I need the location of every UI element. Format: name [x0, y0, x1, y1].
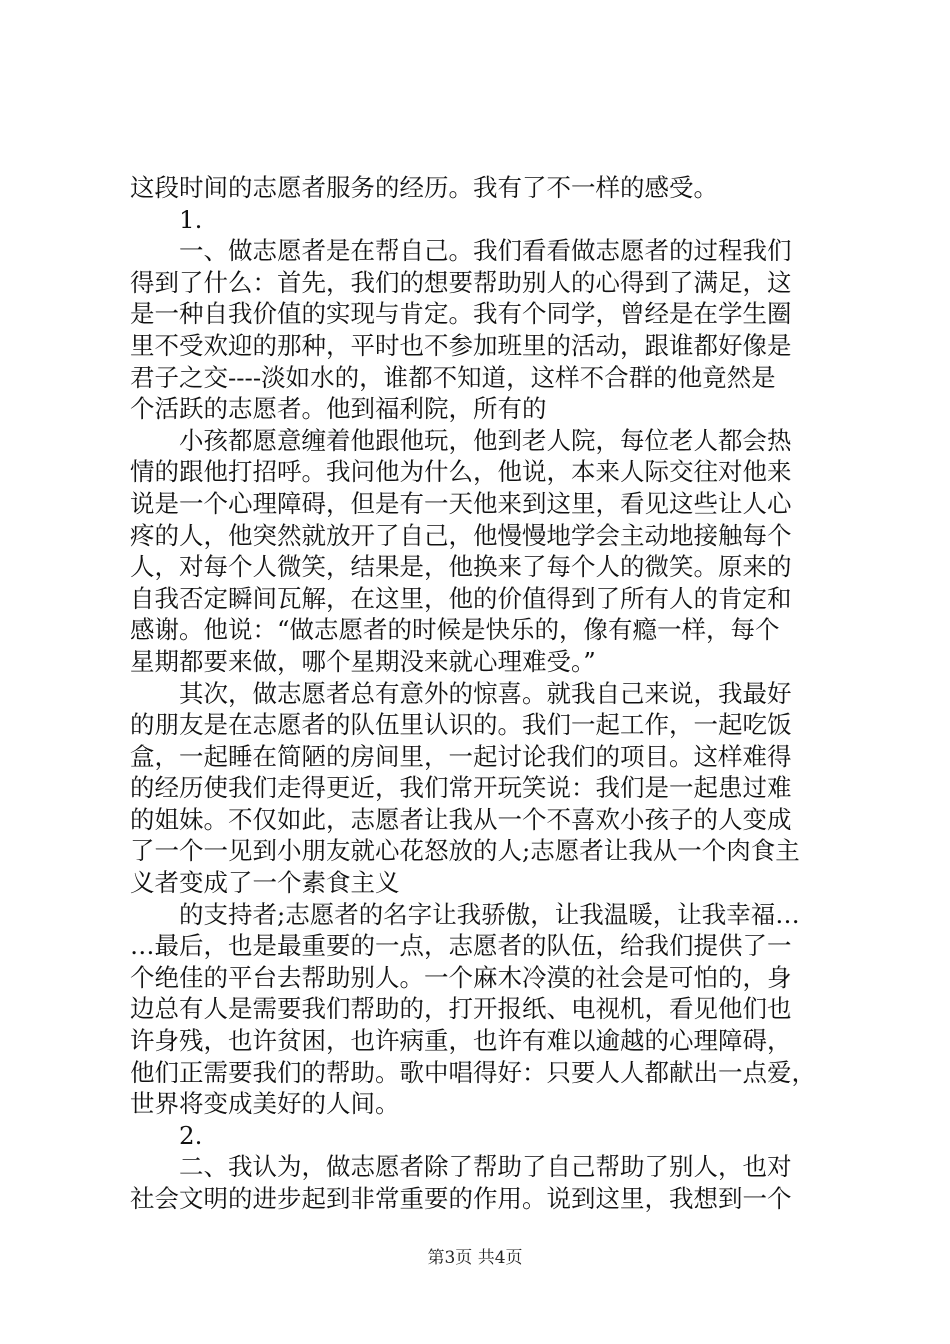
text-line: 他们正需要我们的帮助。歌中唱得好：只要人人都献出一点爱， — [130, 1057, 816, 1087]
text-line: 二、我认为，做志愿者除了帮助了自己帮助了别人，也对 — [179, 1152, 792, 1182]
text-line: 里不受欢迎的那种，平时也不参加班里的活动，跟谁都好像是 — [130, 330, 792, 360]
text-line: 人，对每个人微笑，结果是，他换来了每个人的微笑。原来的 — [130, 552, 792, 582]
text-line: 社会文明的进步起到非常重要的作用。说到这里，我想到一个 — [130, 1184, 792, 1213]
text-line: 了一个一见到小朋友就心花怒放的人;志愿者让我从一个肉食主 — [130, 836, 800, 866]
text-line: 的朋友是在志愿者的队伍里认识的。我们一起工作，一起吃饭 — [130, 710, 792, 740]
text-line: 星期都要来做，哪个星期没来就心理难受。” — [130, 646, 596, 676]
text-line: 义者变成了一个素食主义 — [130, 868, 400, 898]
text-line: 个绝佳的平台去帮助别人。一个麻木冷漠的社会是可怕的，身 — [130, 962, 792, 992]
text-line: 感谢。他说：“做志愿者的时候是快乐的，像有瘾一样，每个 — [130, 615, 780, 645]
text-line: 君子之交----淡如水的，谁都不知道，这样不合群的他竟然是 — [130, 362, 776, 392]
section-number: 1. — [179, 204, 203, 234]
text-line: 其次，做志愿者总有意外的惊喜。就我自己来说，我最好 — [179, 678, 792, 708]
text-line: 这段时间的志愿者服务的经历。我有了不一样的感受。 — [130, 173, 718, 202]
text-line: 的经历使我们走得更近，我们常开玩笑说：我们是一起患过难 — [130, 773, 792, 803]
text-line: 盒，一起睡在简陋的房间里，一起讨论我们的项目。这样难得 — [130, 741, 792, 771]
text-line: 一、做志愿者是在帮自己。我们看看做志愿者的过程我们 — [179, 236, 792, 266]
text-line: 说是一个心理障碍，但是有一天他来到这里，看见这些让人心 — [130, 488, 792, 518]
text-line: 的支持者;志愿者的名字让我骄傲，让我温暖，让我幸福… — [179, 899, 800, 929]
text-line: 世界将变成美好的人间。 — [130, 1089, 400, 1119]
text-line: …最后，也是最重要的一点，志愿者的队伍，给我们提供了一 — [130, 931, 792, 961]
text-line: 小孩都愿意缠着他跟他玩，他到老人院，每位老人都会热 — [179, 425, 792, 455]
text-line: 个活跃的志愿者。他到福利院，所有的 — [130, 394, 547, 424]
section-number: 2. — [179, 1120, 203, 1150]
document-body — [130, 172, 832, 1215]
text-line: 的姐妹。不仅如此，志愿者让我从一个不喜欢小孩子的人变成 — [130, 804, 792, 834]
text-line: 疼的人，他突然就放开了自己，他慢慢地学会主动地接触每个 — [130, 520, 792, 550]
text-line: 得到了什么：首先，我们的想要帮助别人的心得到了满足，这 — [130, 267, 792, 297]
text-line: 是一种自我价值的实现与肯定。我有个同学，曾经是在学生圈 — [130, 299, 792, 329]
text-line: 情的跟他打招呼。我问他为什么，他说，本来人际交往对他来 — [130, 457, 792, 487]
page-footer: 第3页 共4页 — [427, 1248, 523, 1268]
text-line: 边总有人是需要我们帮助的，打开报纸、电视机，看见他们也 — [130, 994, 792, 1024]
text-line: 自我否定瞬间瓦解，在这里，他的价值得到了所有人的肯定和 — [130, 583, 792, 613]
text-line: 许身残，也许贫困，也许病重，也许有难以逾越的心理障碍， — [130, 1026, 792, 1056]
